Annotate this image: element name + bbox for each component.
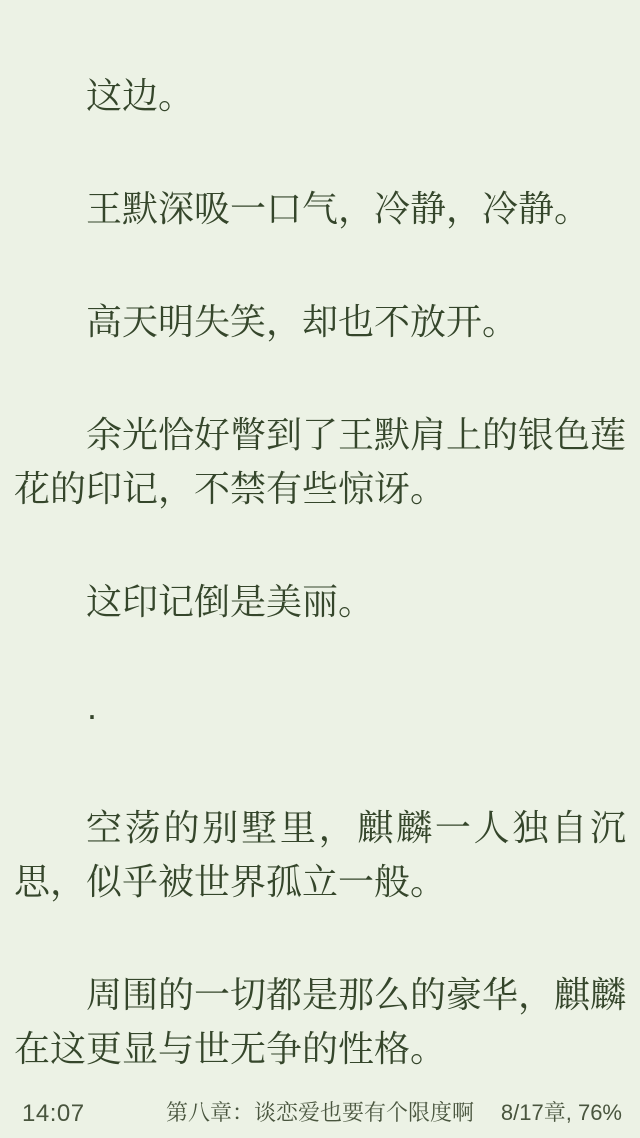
reading-progress: 8/17章, 76% [500, 1100, 622, 1125]
paragraph: 余光恰好瞥到了王默肩上的银色莲花的印记，不禁有些惊讶。 [14, 414, 627, 509]
paragraph: 空荡的别墅里，麒麟一人独自沉思，似乎被世界孤立一般。 [14, 807, 626, 902]
paragraph: 高天明失笑，却也不放开。 [86, 301, 519, 342]
clock-time: 14:07 [22, 1100, 85, 1127]
paragraph: 周围的一切都是那么的豪华，麒麟在这更显与世无争的性格。 [14, 974, 627, 1069]
paragraph: 王默深吸一口气，冷静，冷静。 [86, 188, 591, 229]
paragraph: 这边。 [86, 75, 195, 116]
paragraph-separator-dot: · [86, 694, 98, 735]
reader-status-bar [0, 1094, 640, 1138]
chapter-title: 第八章：谈恋爱也要有个限度啊 [165, 1100, 475, 1125]
paragraph: 这印记倒是美丽。 [86, 581, 375, 622]
